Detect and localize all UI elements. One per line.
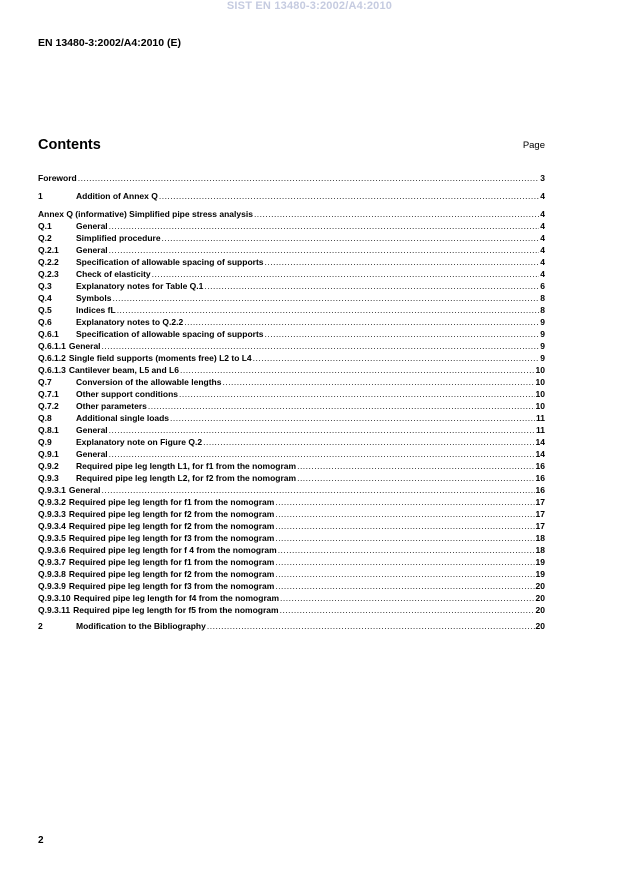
- toc-entry[interactable]: [38, 292, 545, 304]
- toc-entry-title: Explanatory note on Figure Q.2: [76, 437, 203, 447]
- document-id: EN 13480-3:2002/A4:2010 (E): [38, 37, 182, 49]
- toc-dot-leader: [254, 208, 539, 220]
- toc-entry-number: Q.7.1: [38, 389, 59, 399]
- toc-entry[interactable]: [38, 400, 545, 412]
- toc-entry-title: Modification to the Bibliography: [76, 621, 206, 631]
- toc-entry[interactable]: [38, 484, 545, 496]
- toc-entry-title: Single field supports (moments free) L2 to L4: [68, 353, 252, 363]
- toc-entry-title: Explanatory notes to Q.2.2: [76, 317, 184, 327]
- toc-entry-title: Conversion of the allowable lengths: [76, 377, 222, 387]
- toc-entry-title: Required pipe leg length for f1 from the nomogram: [68, 497, 275, 507]
- toc-entry[interactable]: [38, 604, 545, 616]
- toc-dot-leader: [275, 556, 534, 568]
- toc-dot-leader: [159, 190, 539, 202]
- toc-entry[interactable]: [38, 208, 545, 220]
- toc-entry[interactable]: [38, 620, 545, 632]
- toc-entry[interactable]: [38, 232, 545, 244]
- toc-entry-number: Q.2.1: [38, 245, 59, 255]
- toc-entry-title: General: [76, 449, 108, 459]
- toc-entry-title: General: [76, 245, 108, 255]
- toc-dot-leader: [280, 592, 534, 604]
- toc-dot-leader: [112, 292, 539, 304]
- toc-entry-number: Q.2.2: [38, 257, 59, 267]
- toc-entry-page: 6: [540, 281, 545, 291]
- toc-entry-number: Q.5: [38, 305, 52, 315]
- toc-entry-number: Q.9.3.10: [38, 593, 71, 603]
- toc-entry-title: General: [68, 341, 101, 351]
- toc-dot-leader: [102, 340, 540, 352]
- toc-entry-number: Q.9: [38, 437, 52, 447]
- toc-entry-title: Additional single loads: [76, 413, 170, 423]
- toc-entry[interactable]: [38, 556, 545, 568]
- toc-entry-title: Required pipe leg length for f3 from the nomogram: [68, 581, 275, 591]
- toc-entry-number: Q.9.3.2: [38, 497, 66, 507]
- toc-entry-number: Q.9.3.1: [38, 485, 66, 495]
- toc-entry-number: Q.9.3.7: [38, 557, 66, 567]
- toc-entry-number: Q.7.2: [38, 401, 59, 411]
- toc-entry[interactable]: [38, 496, 545, 508]
- toc-entry[interactable]: [38, 328, 545, 340]
- toc-entry-number: Q.9.1: [38, 449, 59, 459]
- toc-dot-leader: [78, 172, 540, 184]
- toc-entry-title: Required pipe leg length for f 4 from the nomogram: [68, 545, 277, 555]
- toc-entry-page: 4: [540, 191, 545, 201]
- toc-dot-leader: [222, 376, 534, 388]
- toc-entry-number: Q.7: [38, 377, 52, 387]
- toc-dot-leader: [275, 520, 534, 532]
- toc-entry-number: Q.9.3.5: [38, 533, 66, 543]
- toc-entry[interactable]: [38, 412, 545, 424]
- toc-entry-page: 11: [536, 413, 545, 423]
- toc-dot-leader: [297, 460, 534, 472]
- toc-dot-leader: [109, 244, 540, 256]
- toc-entry-page: 18: [535, 545, 545, 555]
- toc-entry[interactable]: [38, 436, 545, 448]
- toc-entry[interactable]: [38, 580, 545, 592]
- toc-entry-page: 10: [535, 401, 545, 411]
- toc-entry-title: Required pipe leg length for f3 from the nomogram: [68, 533, 275, 543]
- toc-entry-title: Addition of Annex Q: [76, 191, 158, 201]
- toc-dot-leader: [253, 352, 540, 364]
- toc-entry-page: 16: [535, 473, 545, 483]
- toc-entry-page: 11: [536, 425, 545, 435]
- toc-entry-title: Specification of allowable spacing of supports: [76, 257, 264, 267]
- toc-entry-title: Cantilever beam, L5 and L6: [68, 365, 179, 375]
- toc-dot-leader: [109, 448, 535, 460]
- toc-dot-leader: [148, 400, 535, 412]
- toc-entry-page: 4: [540, 233, 545, 243]
- toc-entry-page: 4: [540, 269, 545, 279]
- toc-entry-number: Q.2.3: [38, 269, 59, 279]
- toc-entry-number: Q.6.1.2: [38, 353, 66, 363]
- toc-entry-number: 1: [38, 191, 43, 201]
- toc-entry[interactable]: [38, 190, 545, 202]
- toc-entry-page: 14: [535, 449, 545, 459]
- toc-entry-title: Check of elasticity: [76, 269, 151, 279]
- toc-entry-page: 10: [535, 377, 545, 387]
- toc-entry-page: 4: [540, 245, 545, 255]
- toc-entry-title: General: [76, 425, 108, 435]
- toc-dot-leader: [170, 412, 535, 424]
- toc-dot-leader: [207, 620, 535, 632]
- toc-entry[interactable]: [38, 508, 545, 520]
- toc-entry-page: 9: [540, 329, 545, 339]
- toc-entry-page: 4: [540, 257, 545, 267]
- toc-entry[interactable]: [38, 268, 545, 280]
- toc-entry[interactable]: [38, 544, 545, 556]
- toc-entry-number: Q.9.3.3: [38, 509, 66, 519]
- toc-entry-page: 9: [540, 341, 545, 351]
- toc-entry[interactable]: [38, 460, 545, 472]
- toc-dot-leader: [204, 280, 539, 292]
- toc-dot-leader: [275, 580, 534, 592]
- toc-entry-number: Q.9.3.6: [38, 545, 66, 555]
- page-column-label: Page: [522, 140, 545, 151]
- toc-entry-page: 9: [540, 353, 545, 363]
- toc-entry-number: Q.4: [38, 293, 52, 303]
- toc-entry[interactable]: [38, 448, 545, 460]
- toc-entry-page: 10: [535, 365, 545, 375]
- toc-entry[interactable]: [38, 376, 545, 388]
- toc-dot-leader: [275, 568, 534, 580]
- toc-entry-title: Required pipe leg length for f5 from the nomogram: [73, 605, 279, 615]
- toc-entry-number: Q.9.3: [38, 473, 59, 483]
- toc-entry-title: Symbols: [76, 293, 112, 303]
- toc-entry-title: Required pipe leg length L2, for f2 from the nomogram: [76, 473, 297, 483]
- toc-dot-leader: [265, 256, 540, 268]
- toc-entry-page: 17: [535, 521, 545, 531]
- toc-entry-page: 20: [535, 605, 545, 615]
- toc-entry-number: Q.1: [38, 221, 52, 231]
- toc-entry-number: Foreword: [38, 173, 77, 183]
- toc-entry[interactable]: [38, 304, 545, 316]
- toc-entry-number: Q.9.3.4: [38, 521, 66, 531]
- toc-entry-page: 20: [535, 621, 545, 631]
- toc-dot-leader: [109, 220, 540, 232]
- toc-entry-page: 9: [540, 317, 545, 327]
- toc-entry-title: Simplified procedure: [76, 233, 161, 243]
- toc-dot-leader: [117, 304, 540, 316]
- toc-entry-number: Annex Q (informative) Simplified pipe stress analysis: [38, 209, 253, 219]
- toc-entry-title: Required pipe leg length for f4 from the nomogram: [73, 593, 280, 603]
- toc-entry[interactable]: [38, 532, 545, 544]
- toc-entry[interactable]: [38, 172, 545, 184]
- toc-entry-page: 3: [540, 173, 545, 183]
- toc-dot-leader: [275, 496, 534, 508]
- toc-entry-title: Other parameters: [76, 401, 147, 411]
- toc-entry-number: Q.9.2: [38, 461, 59, 471]
- toc-entry-page: 8: [540, 305, 545, 315]
- toc-dot-leader: [180, 364, 535, 376]
- toc-entry[interactable]: [38, 244, 545, 256]
- toc-dot-leader: [275, 508, 534, 520]
- toc-entry-page: 19: [535, 557, 545, 567]
- toc-entry-title: Required pipe leg length for f2 from the nomogram: [68, 521, 275, 531]
- toc-entry[interactable]: [38, 592, 545, 604]
- toc-entry-number: Q.6: [38, 317, 52, 327]
- toc-entry[interactable]: [38, 568, 545, 580]
- toc-dot-leader: [184, 316, 539, 328]
- toc-entry[interactable]: [38, 364, 545, 376]
- toc-entry-page: 8: [540, 293, 545, 303]
- toc-entry[interactable]: [38, 472, 545, 484]
- toc-entry-page: 16: [535, 461, 545, 471]
- watermark: SIST EN 13480-3:2002/A4:2010: [226, 0, 393, 12]
- toc-entry-title: General: [68, 485, 101, 495]
- toc-entry[interactable]: [38, 316, 545, 328]
- toc-entry-number: Q.6.1.1: [38, 341, 66, 351]
- toc-entry-number: 2: [38, 621, 43, 631]
- toc-dot-leader: [280, 604, 535, 616]
- toc-entry-number: Q.9.3.9: [38, 581, 66, 591]
- toc-entry-title: Indices fL: [76, 305, 116, 315]
- toc-entry-number: Q.6.1: [38, 329, 59, 339]
- toc-entry-page: 10: [535, 389, 545, 399]
- toc-entry[interactable]: [38, 352, 545, 364]
- toc-entry[interactable]: [38, 340, 545, 352]
- toc-entry-number: Q.3: [38, 281, 52, 291]
- toc-entry-title: Required pipe leg length L1, for f1 from the nomogram: [76, 461, 297, 471]
- toc-dot-leader: [179, 388, 535, 400]
- toc-entry-title: Specification of allowable spacing of supports: [76, 329, 264, 339]
- toc-dot-leader: [162, 232, 540, 244]
- toc-entry[interactable]: [38, 256, 545, 268]
- toc-entry-number: Q.8.1: [38, 425, 59, 435]
- toc-entry-title: Other support conditions: [76, 389, 178, 399]
- toc-entry-page: 17: [535, 497, 545, 507]
- toc-entry[interactable]: [38, 424, 545, 436]
- toc-dot-leader: [278, 544, 535, 556]
- toc-entry[interactable]: [38, 280, 545, 292]
- toc-entry[interactable]: [38, 220, 545, 232]
- toc-entry-number: Q.6.1.3: [38, 365, 66, 375]
- toc-entry[interactable]: [38, 388, 545, 400]
- toc-dot-leader: [265, 328, 540, 340]
- toc-dot-leader: [297, 472, 534, 484]
- toc-dot-leader: [102, 484, 535, 496]
- toc-entry[interactable]: [38, 520, 545, 532]
- toc-entry-page: 16: [535, 485, 545, 495]
- toc-entry-page: 19: [535, 569, 545, 579]
- toc-entry-number: Q.2: [38, 233, 52, 243]
- toc-entry-page: 14: [535, 437, 545, 447]
- toc-entry-page: 20: [535, 581, 545, 591]
- toc-entry-page: 4: [540, 209, 545, 219]
- toc-entry-page: 20: [535, 593, 545, 603]
- toc-entry-page: 4: [540, 221, 545, 231]
- toc-entry-number: Q.8: [38, 413, 52, 423]
- toc-entry-page: 18: [535, 533, 545, 543]
- toc-entry-page: 17: [535, 509, 545, 519]
- toc-entry-number: Q.9.3.8: [38, 569, 66, 579]
- toc-entry-number: Q.9.3.11: [38, 605, 71, 615]
- toc-entry-title: Required pipe leg length for f2 from the nomogram: [68, 509, 275, 519]
- toc-entry-title: Required pipe leg length for f2 from the nomogram: [68, 569, 275, 579]
- page-number: 2: [38, 835, 44, 846]
- toc-dot-leader: [109, 424, 535, 436]
- toc-entry-title: General: [76, 221, 108, 231]
- toc-dot-leader: [203, 436, 534, 448]
- toc-dot-leader: [152, 268, 540, 280]
- table-of-contents: [38, 172, 545, 632]
- toc-entry-title: Required pipe leg length for f1 from the nomogram: [68, 557, 275, 567]
- toc-dot-leader: [275, 532, 534, 544]
- toc-entry-title: Explanatory notes for Table Q.1: [76, 281, 204, 291]
- contents-title: Contents: [38, 137, 101, 153]
